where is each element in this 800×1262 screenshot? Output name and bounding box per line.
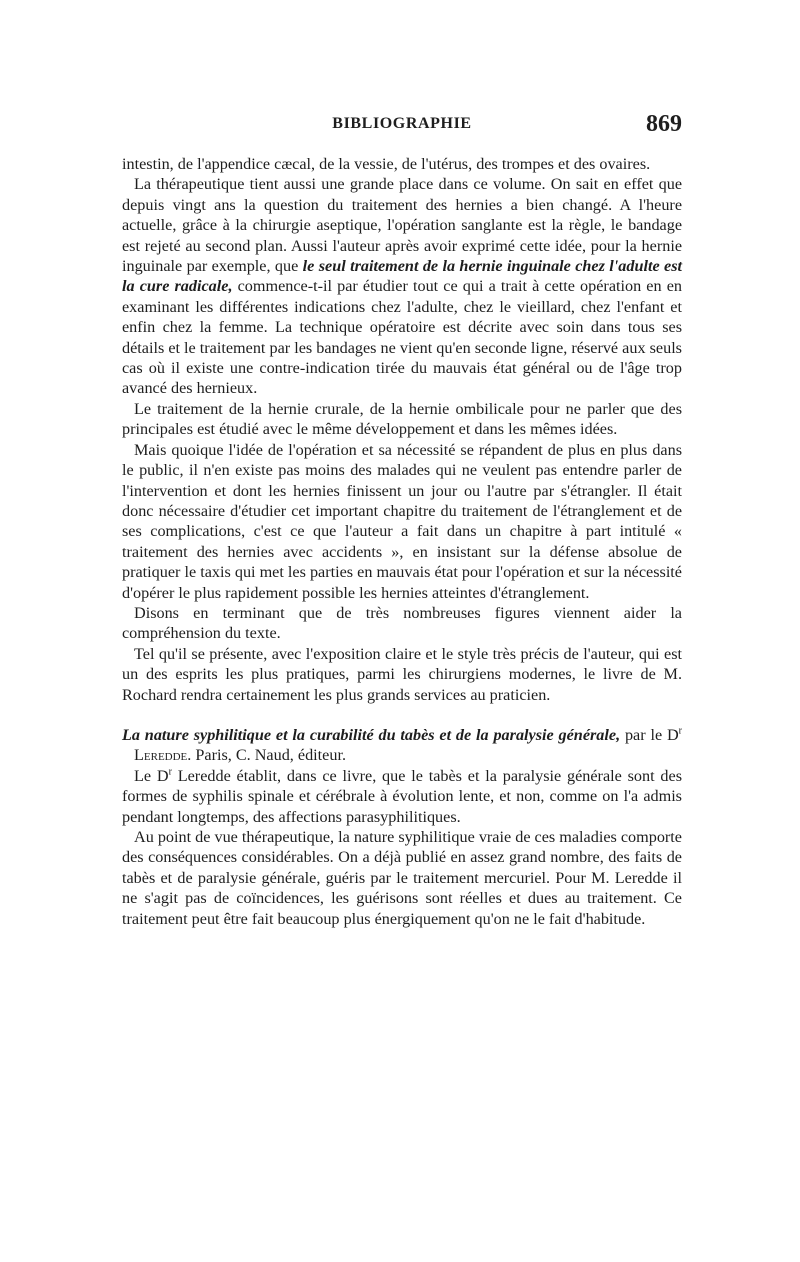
paragraph-therapeutique: [122, 174, 682, 398]
book-by: par le D: [624, 725, 679, 744]
italic-emphasis: le seul traitement de la hernie inguinale chez l'adulte est la cure radicale,: [122, 257, 683, 296]
running-title: BIBLIOGRAPHIE: [332, 115, 472, 132]
paragraph-conclusion: Tel qu'il se présente, avec l'exposition claire et le style très précis de l'auteur, qui est un des esprits les plus pratiques, parmi les chirurgiens modernes, le livre de M. Rochard rendra certainement les plus grands services au praticien.: [122, 644, 682, 704]
page-number: 869: [646, 111, 682, 137]
review-paragraph-2: Au point de vue thérapeutique, la nature syphilitique vraie de ces maladies comporte des conséquences considérables. On a déjà publié en assez grand nombre, des faits de tabès et de paralysie générale, guéris par le traitement mercuriel. Pour M. Leredde il ne s'agit pas de coïncidences, les guérisons sont réelles et dues au traitement. Ce traitement peut être fait beaucoup plus énergiquement qu'on ne le fait d'habitude.: [122, 828, 682, 928]
paragraph-figures: Disons en terminant que de très nombreuses figures viennent aider la compréhension du texte.: [122, 603, 682, 643]
paragraph-hernie-crurale: Le traitement de la hernie crurale, de la hernie ombilicale pour ne parler que des principales est étudié avec le même développement et dans les mêmes idées.: [122, 399, 682, 439]
paragraph-text: Leredde établit, dans ce livre, que le tabès et la paralysie générale sont des formes de syphilis spinale et cérébrale à évolution lente, et non, comme on l'a admis pendant longtemps, des affections parasyphilitiques.: [122, 766, 682, 826]
dr-superscript: r: [678, 725, 682, 737]
body-text: [122, 154, 682, 929]
paragraph-text: commence-t-il par étudier tout ce qui a trait à cette opération en en examinant les différentes indications chez l'adulte, chez le vieillard, chez l'enfant et enfin chez la femme. La technique opératoire est décrite avec soin dans tous ses détails et le traitement par les bandages ne vient qu'en seconde ligne, réservé aux seuls cas où il existe une contre-indication tirée du mauvais état général ou de l'âge trop avancé des hernieux.: [122, 277, 682, 398]
review-paragraph-1: [122, 766, 682, 827]
book-publisher: . Paris, C. Naud, éditeur.: [187, 746, 346, 765]
dr-superscript: r: [168, 766, 172, 778]
paragraph-continued: intestin, de l'appendice cæcal, de la vessie, de l'utérus, des trompes et des ovaires.: [122, 155, 651, 173]
paragraph-text: Le D: [134, 766, 169, 785]
book-title: La nature syphilitique et la curabilité du tabès et de la paralysie générale,: [122, 725, 621, 744]
paragraph-text: La thérapeutique tient aussi une grande place dans ce volume. On sait en effet que depuis vingt ans la question du traitement des hernies a bien changé. A l'heure actuelle, grâce à la chirurgie aseptique, l'opération sanglante est la règle, le bandage est rejeté au second plan. Aussi l'auteur après avoir exprimé cette idée, pour la hernie inguinale par exemple, que: [122, 175, 682, 276]
paragraph-etranglement: Mais quoique l'idée de l'opération et sa nécessité se répandent de plus en plus dans le public, il n'en existe pas moins des malades qui ne veulent pas entendre parler de l'intervention et dont les hernies finissent un jour ou l'autre par s'étrangler. Il était donc nécessaire d'étudier cet important chapitre du traitement de l'étranglement et de ses complications, c'est ce que l'auteur a fait dans un chapitre à part intitulé « traitement des hernies avec accidents », en insistant sur la défense absolue de pratiquer le taxis qui met les parties en mauvais état pour l'opération et sur la nécessité d'opérer le plus rapidement possible les hernies atteintes d'étranglement.: [122, 440, 682, 602]
book-entry-heading: [122, 725, 682, 766]
running-head: [122, 113, 682, 143]
book-author: Leredde: [134, 746, 188, 765]
